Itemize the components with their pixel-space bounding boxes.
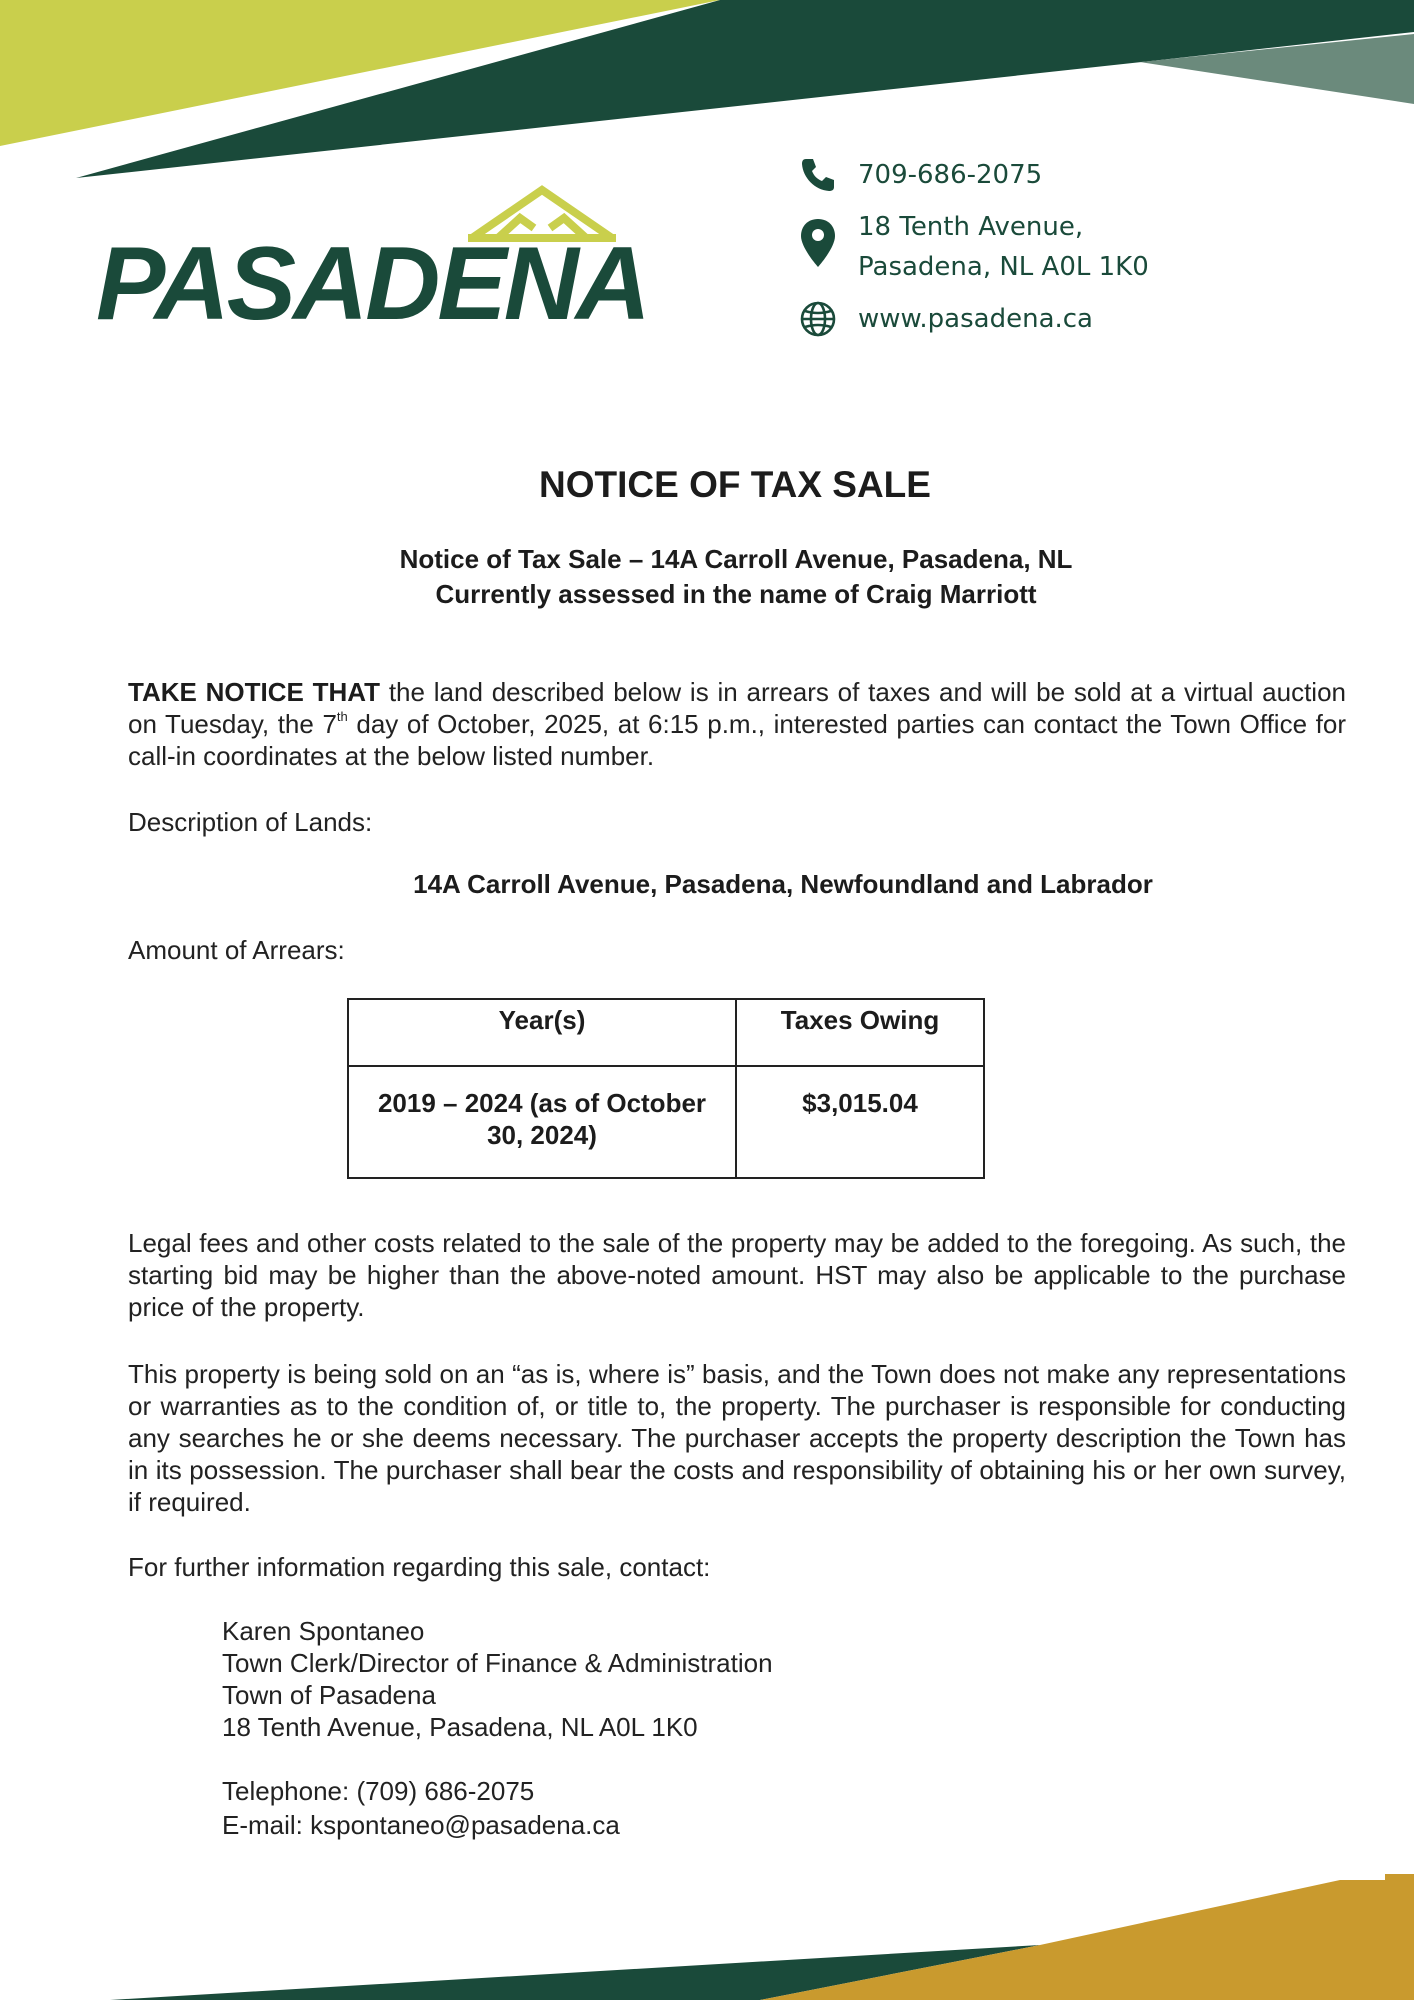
take-notice-bold: TAKE NOTICE THAT (128, 677, 381, 707)
take-notice-text-1: the land described below is in arrears of taxes and will be sold at a virtual auction on Tuesday, the 7 (128, 677, 1346, 739)
contact-telephone: Telephone: (709) 686-2075 (222, 1776, 535, 1806)
header-banner-decoration (0, 0, 1414, 180)
further-info-label: For further information regarding this sale, contact: (128, 1552, 711, 1582)
contact-name: Karen Spontaneo (222, 1616, 425, 1646)
legal-fees-paragraph: Legal fees and other costs related to the sale of the property may be added to the foregoing. As such, the starting bid may be higher than the above-noted amount. HST may also be applicable to the purchase price of the property. (128, 1228, 1346, 1322)
table-header-taxes: Taxes Owing (736, 999, 984, 1066)
location-pin-icon (798, 217, 838, 269)
header-website-text[interactable]: www.pasadena.ca (858, 304, 1093, 334)
table-header-row (348, 999, 984, 1066)
table-cell-amount: $3,015.04 (736, 1066, 984, 1178)
take-notice-paragraph (128, 676, 1346, 772)
notice-subtitle (0, 542, 1414, 612)
pasadena-logo-wordmark: PASADENA (96, 226, 648, 342)
lands-label: Description of Lands: (128, 807, 373, 837)
header-phone-text: 709-686-2075 (858, 160, 1043, 190)
footer-banner-decoration (0, 1860, 1414, 2000)
contact-address: 18 Tenth Avenue, Pasadena, NL A0L 1K0 (222, 1712, 698, 1742)
globe-icon (798, 299, 838, 339)
table-row (348, 1066, 984, 1178)
notice-title: NOTICE OF TAX SALE (539, 464, 931, 505)
arrears-label: Amount of Arrears: (128, 935, 345, 965)
contact-email[interactable]: E-mail: kspontaneo@pasadena.ca (222, 1810, 620, 1840)
lands-address: 14A Carroll Avenue, Pasadena, Newfoundland and Labrador (413, 869, 1153, 899)
ordinal-suffix: th (336, 709, 348, 724)
take-notice-text-2: day of October, 2025, at 6:15 p.m., interested parties can contact the Town Office for call-in coordinates at the below listed number. (128, 709, 1346, 771)
header-phone (798, 155, 1042, 195)
as-is-paragraph: This property is being sold on an “as is, where is” basis, and the Town does not make any representations or warranties as to the condition of, or title to, the property. The purchaser is responsible for conducting any searches he or she deems necessary. The purchaser accepts the property description the Town has in its possession. The purchaser shall bear the costs and responsibility of obtaining his or her own survey, if required. (128, 1359, 1346, 1517)
contact-org: Town of Pasadena (222, 1680, 436, 1710)
arrears-table (347, 998, 985, 1179)
notice-subtitle-line1: Notice of Tax Sale – 14A Carroll Avenue, Pasadena, NL (399, 544, 1073, 574)
table-header-years: Year(s) (348, 999, 736, 1066)
contact-title: Town Clerk/Director of Finance & Administration (222, 1648, 773, 1678)
header-website (798, 299, 1093, 339)
header-address-text: 18 Tenth Avenue, Pasadena, NL A0L 1K0 (858, 212, 1149, 282)
table-cell-years: 2019 – 2024 (as of October 30, 2024) (348, 1066, 736, 1178)
phone-icon (798, 155, 838, 195)
header-address (798, 207, 1149, 287)
notice-subtitle-line2: Currently assessed in the name of Craig Marriott (435, 579, 1037, 609)
